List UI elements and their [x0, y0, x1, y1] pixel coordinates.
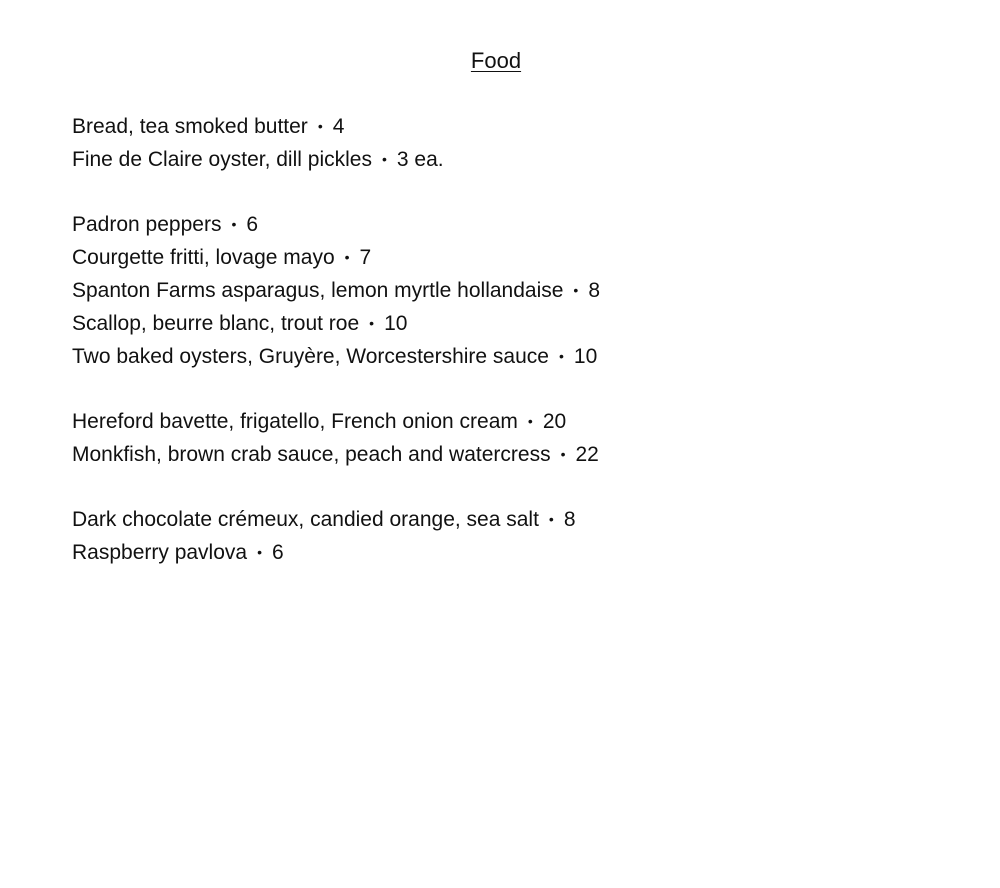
menu-item-price: 10	[384, 312, 408, 335]
menu-item	[72, 143, 952, 176]
menu-item-name: Scallop, beurre blanc, trout roe	[72, 312, 360, 335]
menu-item-price: 10	[573, 345, 598, 368]
menu-item-name: Two baked oysters, Gruyère, Worcestershire sauce	[72, 345, 549, 368]
menu-section-starters	[72, 110, 952, 176]
menu-item-price: 4	[332, 115, 345, 138]
menu-item-name: Padron peppers	[72, 213, 222, 236]
menu-item-price: 7	[359, 246, 372, 269]
menu-item	[72, 208, 952, 241]
menu-item-price: 6	[246, 213, 259, 236]
menu-item-price: 6	[272, 541, 284, 564]
menu-section-desserts	[72, 503, 952, 569]
bullet-separator: •	[257, 544, 262, 560]
bullet-separator: •	[231, 216, 237, 232]
menu-item	[72, 340, 952, 373]
bullet-separator: •	[548, 511, 554, 527]
menu-item	[72, 307, 952, 340]
bullet-separator: •	[573, 282, 579, 298]
menu-item-price: 20	[542, 410, 567, 433]
bullet-separator: •	[344, 249, 350, 265]
menu-item	[72, 274, 952, 307]
menu-list	[72, 110, 952, 601]
bullet-separator: •	[369, 315, 375, 331]
bullet-separator: •	[317, 118, 323, 134]
bullet-separator: •	[527, 413, 533, 429]
menu-item-price: 3 ea.	[396, 148, 444, 171]
menu-item-name: Fine de Claire oyster, dill pickles	[72, 148, 372, 171]
bullet-separator: •	[558, 348, 564, 364]
menu-item	[72, 503, 952, 536]
menu-section-small-plates	[72, 208, 952, 373]
menu-item-name: Courgette fritti, lovage mayo	[72, 246, 335, 269]
menu-item-name: Raspberry pavlova	[72, 541, 248, 564]
page-title: Food	[470, 48, 522, 73]
menu-item-price: 8	[588, 279, 601, 302]
menu-item	[72, 405, 952, 438]
menu-item-price: 22	[575, 443, 599, 466]
menu-item-name: Bread, tea smoked butter	[72, 115, 308, 138]
menu-item	[72, 438, 952, 471]
menu-item	[72, 241, 952, 274]
menu-item-name: Hereford bavette, frigatello, French onion cream	[72, 410, 518, 433]
menu-item-name: Spanton Farms asparagus, lemon myrtle hollandaise	[72, 279, 564, 302]
menu-section-mains	[72, 405, 952, 471]
menu-item-price: 8	[563, 508, 576, 531]
menu-item	[72, 536, 952, 569]
bullet-separator: •	[560, 446, 566, 462]
bullet-separator: •	[381, 151, 387, 167]
menu-item-name: Dark chocolate crémeux, candied orange, sea salt	[72, 508, 539, 531]
menu-item-name: Monkfish, brown crab sauce, peach and watercress	[72, 443, 551, 466]
menu-item	[72, 110, 952, 143]
